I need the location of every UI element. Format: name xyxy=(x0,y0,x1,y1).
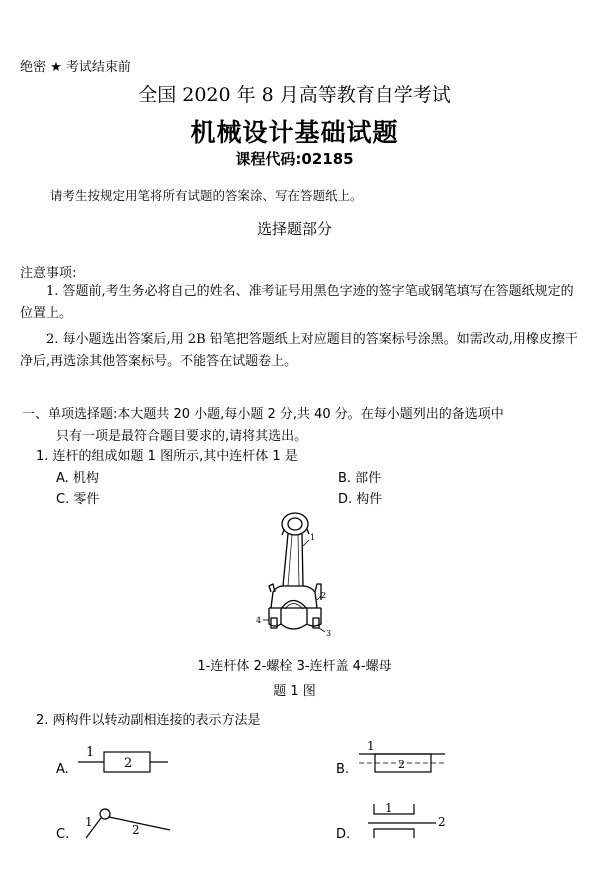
diagram-c-label-2: 2 xyxy=(132,823,140,837)
figure-legend: 1-连杆体 2-螺栓 3-连杆盖 4-螺母 xyxy=(197,659,392,674)
confidential-label: 绝密 ★ 考试结束前 xyxy=(20,60,131,75)
figure-label-2: 2 xyxy=(321,591,327,600)
q2-option-a: A. xyxy=(56,762,69,777)
course-code: 课程代码:02185 xyxy=(235,150,354,168)
figure-label-3: 3 xyxy=(326,629,332,638)
q1-option-c: C. 零件 xyxy=(56,492,100,507)
q1-option-a: A. 机构 xyxy=(56,471,99,486)
subject-title: 机械设计基础试题 xyxy=(190,118,399,147)
figure-label-1: 1 xyxy=(310,533,316,542)
q2-option-d: D. xyxy=(336,827,351,842)
figure-caption: 题 1 图 xyxy=(273,684,316,699)
q2-diagram-c xyxy=(78,800,178,850)
q2-option-b: B. xyxy=(336,762,350,777)
section-title: 选择题部分 xyxy=(256,220,332,238)
q2-diagram-a xyxy=(78,740,178,780)
note-item: 2. 每小题选出答案后,用 2B 铅笔把答题纸上对应题目的答案标号涂黑。如需改动,用橡皮擦干净后,再选涂其他答案标号。不能答在试题卷上。 xyxy=(20,332,578,369)
q2-diagram-b xyxy=(355,736,450,778)
answer-instruction: 请考生按规定用笔将所有试题的答案涂、写在答题纸上。 xyxy=(50,188,363,203)
q2-diagram-d xyxy=(358,796,458,846)
diagram-c-label-1: 1 xyxy=(85,815,93,829)
exam-title: 全国 2020 年 8 月高等教育自学考试 xyxy=(138,84,451,106)
figure-label-4: 4 xyxy=(256,616,262,625)
part1-heading: 一、单项选择题:本大题共 20 小题,每小题 2 分,共 40 分。在每小题列出的备选项中 xyxy=(22,407,504,422)
q1-option-b: B. 部件 xyxy=(338,471,382,486)
diagram-d-label-1: 1 xyxy=(385,801,393,815)
diagram-a-label-1: 1 xyxy=(86,745,95,760)
question-2-stem: 2. 两构件以转动副相连接的表示方法是 xyxy=(36,713,261,728)
part1-heading-cont: 只有一项是最符合题目要求的,请将其选出。 xyxy=(56,429,308,444)
question-1-stem: 1. 连杆的组成如题 1 图所示,其中连杆体 1 是 xyxy=(36,449,298,464)
diagram-b-label-2: 2 xyxy=(398,758,405,771)
notes-heading: 注意事项: xyxy=(20,266,77,281)
note-item: 1. 答题前,考生务必将自己的姓名、准考证号用黑色字迹的签字笔或钢笔填写在答题纸规定的位置上。 xyxy=(20,284,574,321)
q2-option-c: C. xyxy=(56,827,70,842)
diagram-d-label-2: 2 xyxy=(438,815,446,829)
connecting-rod-figure xyxy=(255,508,345,642)
diagram-a-label-2: 2 xyxy=(124,756,133,771)
diagram-b-label-1: 1 xyxy=(367,739,375,753)
q1-option-d: D. 构件 xyxy=(338,492,383,507)
